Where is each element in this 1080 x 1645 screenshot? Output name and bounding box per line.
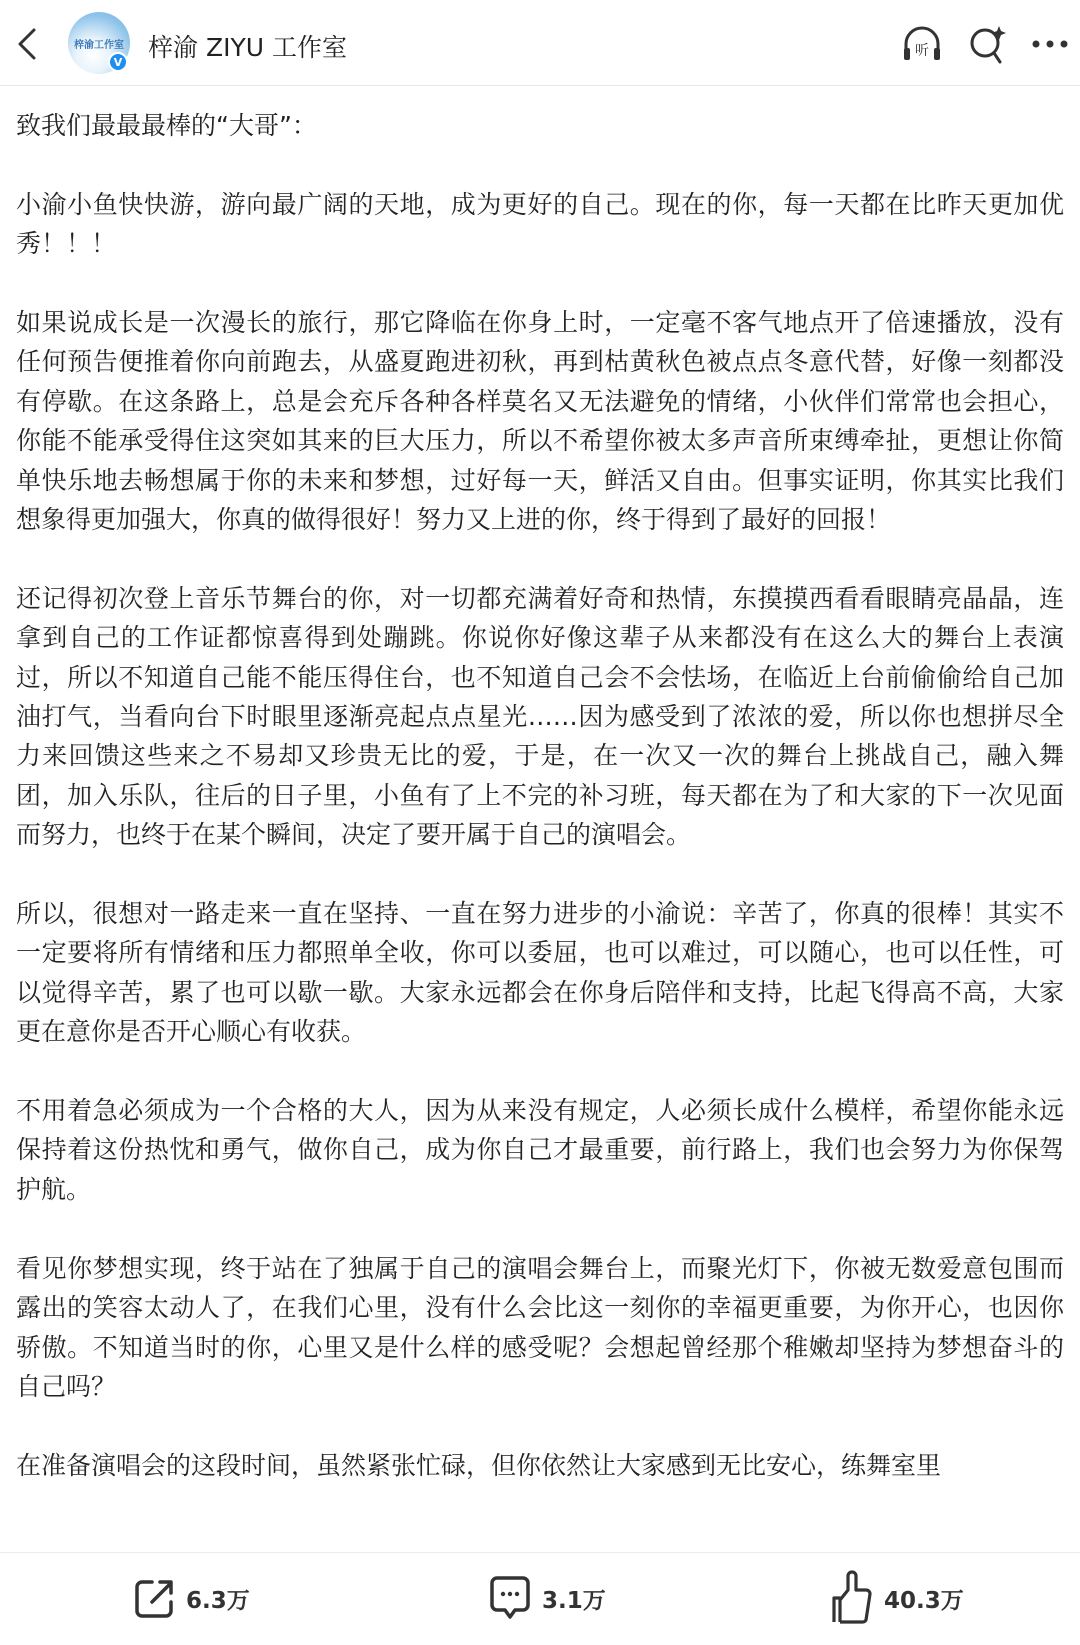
like-count: 40.3万: [884, 1587, 964, 1614]
verified-badge-text: V: [113, 55, 123, 69]
like-icon: [830, 1570, 874, 1626]
post-paragraph: 不用着急必须成为一个合格的大人，因为从来没有规定，人必须长成什么模样，希望你能永远保持着这份热忱和勇气，做你自己，成为你自己才最重要，前行路上，我们也会努力为你保驾护航。: [16, 1096, 1064, 1204]
account-name[interactable]: 梓渝 ZIYU 工作室: [148, 33, 347, 62]
repost-icon: [132, 1576, 176, 1620]
post-paragraph: 小渝小鱼快快游，游向最广阔的天地，成为更好的自己。现在的你，每一天都在比昨天更加优秀！！！: [16, 189, 1064, 259]
repost-count: 6.3万: [186, 1587, 250, 1614]
like-button[interactable]: [830, 1573, 964, 1623]
post-paragraph: 看见你梦想实现，终于站在了独属于自己的演唱会舞台上，而聚光灯下，你被无数爱意包围而露出的笑容太动人了，在我们心里，没有什么会比这一刻你的幸福更重要，为你开心，也因你骄傲。不知道当时的你，心里又是什么样的感受呢？会想起曾经那个稚嫩却坚持为梦想奋斗的自己吗？: [16, 1253, 1064, 1401]
comment-count: 3.1万: [542, 1587, 606, 1614]
post-paragraph: 所以，很想对一路走来一直在坚持、一直在努力进步的小渝说：辛苦了，你真的很棒！其实不一定要将所有情绪和压力都照单全收，你可以委屈，也可以难过，可以随心，也可以任性，可以觉得辛苦，累了也可以歇一歇。大家永远都会在你身后陪伴和支持，比起飞得高不高，大家更在意你是否开心顺心有收获。: [16, 899, 1064, 1047]
post-paragraph: 在准备演唱会的这段时间，虽然紧张忙碌，但你依然让大家感到无比安心，练舞室里: [16, 1450, 942, 1480]
comment-icon: [488, 1574, 532, 1622]
top-nav-bar: [0, 0, 1080, 86]
comment-button[interactable]: [488, 1573, 606, 1623]
verified-badge-icon: [108, 52, 128, 72]
action-bar: [0, 1552, 1080, 1645]
post-paragraph: 致我们最最最棒的“大哥”：: [16, 111, 317, 140]
search-ai-icon[interactable]: [966, 22, 1010, 66]
post-content: [0, 86, 1080, 1552]
listen-icon[interactable]: [900, 22, 944, 66]
post-paragraph: 还记得初次登上音乐节舞台的你，对一切都充满着好奇和热情，东摸摸西看看眼睛亮晶晶，连拿到自己的工作证都惊喜得到处蹦跳。你说你好像这辈子从来都没有在这么大的舞台上表演过，所以不知道自己能不能压得住台，也不知道自己会不会怯场，在临近上台前偷偷给自己加油打气，当看向台下时眼里逐渐亮起点点星光……因为感受到了浓浓的爱，所以你也想拼尽全力来回馈这些来之不易却又珍贵无比的爱，于是，在一次又一次的舞台上挑战自己，融入舞团，加入乐队，往后的日子里，小鱼有了上不完的补习班，每天都在为了和大家的下一次见面而努力，也终于在某个瞬间，决定了要开属于自己的演唱会。: [16, 583, 1064, 850]
avatar-text: 梓渝工作室: [74, 39, 124, 51]
repost-button[interactable]: [132, 1573, 250, 1623]
more-icon[interactable]: [1028, 22, 1072, 66]
back-icon[interactable]: [10, 24, 44, 64]
post-paragraph: 如果说成长是一次漫长的旅行，那它降临在你身上时，一定毫不客气地点开了倍速播放，没有任何预告便推着你向前跑去，从盛夏跑进初秋，再到枯黄秋色被点点冬意代替，好像一刻都没有停歇。在这条路上，总是会充斥各种各样莫名又无法避免的情绪，小伙伴们常常也会担心，你能不能承受得住这突如其来的巨大压力，所以不希望你被太多声音所束缚牵扯，更想让你简单快乐地去畅想属于你的未来和梦想，过好每一天，鲜活又自由。但事实证明，你其实比我们想象得更加强大，你真的做得很好！努力又上进的你，终于得到了最好的回报！: [16, 308, 1064, 535]
listen-label: 听: [915, 43, 929, 59]
